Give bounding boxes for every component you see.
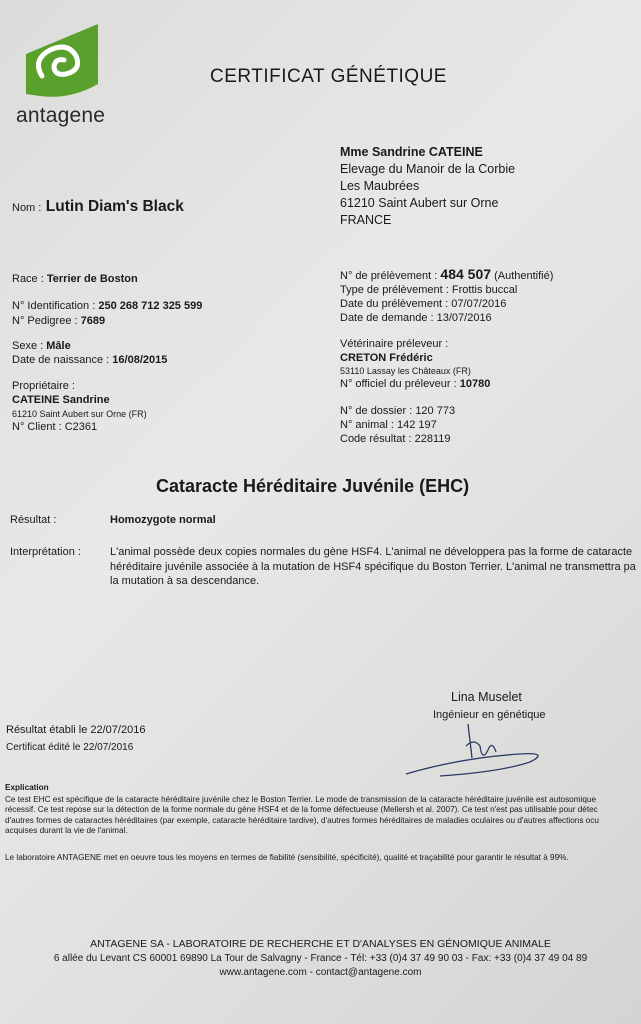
interpretation-line: la mutation à sa descendance. bbox=[110, 575, 260, 587]
race-value: Terrier de Boston bbox=[46, 273, 138, 285]
sample-number-row bbox=[340, 266, 553, 282]
sex-row bbox=[12, 340, 71, 352]
client-label: N° Client : bbox=[12, 421, 62, 433]
vet-city: 53110 Lassay les Châteaux (FR) bbox=[340, 366, 471, 376]
dossier-number: N° de dossier : 120 773 bbox=[340, 405, 456, 417]
vet-name: CRETON Frédéric bbox=[340, 352, 433, 364]
owner-city: 61210 Saint Aubert sur Orne (FR) bbox=[12, 409, 147, 419]
antagene-wordmark: antagene bbox=[16, 104, 106, 127]
sample-number-value: 484 507 bbox=[440, 266, 492, 282]
explication-line: acquises durant la vie de l'animal. bbox=[5, 826, 128, 836]
addressee-country: FRANCE bbox=[340, 213, 392, 227]
explication-title: Explication bbox=[5, 783, 49, 792]
addressee-name: Mme Sandrine CATEINE bbox=[340, 145, 483, 159]
pedigree-label: N° Pedigree : bbox=[12, 315, 78, 327]
birth-value: 16/08/2015 bbox=[112, 354, 168, 366]
footer-address: 6 allée du Levant CS 60001 69890 La Tour de Salvagny - France - Tél: +33 (0)4 37 49 90 03 - Fax: +33 (0)4 37 49 04 89 bbox=[53, 953, 588, 964]
identification-value: 250 268 712 325 599 bbox=[98, 300, 203, 312]
identification-row bbox=[12, 300, 202, 312]
sample-number-note: (Authentifié) bbox=[494, 270, 554, 282]
owner-label: Propriétaire : bbox=[12, 380, 75, 392]
identification-label: N° Identification : bbox=[12, 300, 96, 312]
vet-official-row bbox=[340, 378, 490, 390]
certificate-edited-date: Certificat édité le 22/07/2016 bbox=[6, 742, 134, 753]
dog-name-label: Nom : bbox=[12, 202, 42, 214]
client-value: C2361 bbox=[64, 421, 98, 433]
birth-row bbox=[12, 354, 167, 366]
handwritten-signature-icon bbox=[400, 718, 580, 788]
vet-official-label: N° officiel du préleveur : bbox=[340, 378, 457, 390]
antagene-logo-mark-icon bbox=[20, 24, 100, 100]
pedigree-value: 7689 bbox=[80, 315, 106, 327]
interpretation-label: Interprétation : bbox=[10, 546, 81, 558]
result-label: Résultat : bbox=[10, 514, 57, 526]
vet-official-value: 10780 bbox=[459, 378, 491, 390]
pedigree-row bbox=[12, 315, 105, 327]
animal-number: N° animal : 142 197 bbox=[340, 419, 437, 431]
dog-name: Lutin Diam's Black bbox=[45, 198, 184, 215]
addressee-line3: 61210 Saint Aubert sur Orne bbox=[340, 196, 499, 210]
explication-line: d'autres formes de cataractes héréditaires (par exemple, cataracte héréditaire tardive), d'autres formes héréditaires de maladies oculaires ou d'autres affections ocu bbox=[5, 815, 599, 825]
footer-company: ANTAGENE SA - LABORATOIRE DE RECHERCHE ET D'ANALYSES EN GÉNOMIQUE ANIMALE bbox=[90, 938, 551, 950]
sex-label: Sexe : bbox=[12, 340, 44, 352]
addressee-line2: Les Maubrées bbox=[340, 179, 420, 193]
explication-line: récessif. Ce test repose sur la détection de la forme normale du gène HSF4 et de la forme défectueuse (Mellersh et al. 2007). Ce test n'est pas utilisable pour détec bbox=[5, 805, 598, 815]
race-label: Race : bbox=[12, 273, 44, 285]
owner-name: CATEINE Sandrine bbox=[12, 394, 110, 406]
page-title: CERTIFICAT GÉNÉTIQUE bbox=[210, 66, 447, 87]
antagene-logo bbox=[16, 24, 116, 134]
footer-contact: www.antagene.com - contact@antagene.com bbox=[219, 967, 422, 978]
sample-number-label: N° de prélèvement : bbox=[340, 270, 438, 282]
test-heading: Cataracte Héréditaire Juvénile (EHC) bbox=[156, 476, 470, 496]
sex-value: Mâle bbox=[46, 340, 71, 352]
request-date: Date de demande : 13/07/2016 bbox=[340, 312, 492, 324]
interpretation-line: héréditaire juvénile associée à la mutation de HSF4 spécifique du Boston Terrier. L'animal ne transmettra pa bbox=[110, 560, 636, 573]
vet-label: Vétérinaire préleveur : bbox=[340, 338, 449, 350]
reliability-statement: Le laboratoire ANTAGENE met en oeuvre tous les moyens en termes de fiabilité (sensibilité, spécificité), qualité et traçabilité pour garantir le résultat à 99%. bbox=[5, 853, 569, 862]
addressee-line1: Elevage du Manoir de la Corbie bbox=[340, 162, 516, 176]
sample-date: Date du prélèvement : 07/07/2016 bbox=[340, 298, 507, 310]
result-value: Homozygote normal bbox=[110, 514, 216, 526]
signatory-name: Lina Muselet bbox=[451, 690, 522, 704]
signatory-role: Ingénieur en génétique bbox=[433, 709, 546, 721]
explication-line: Ce test EHC est spécifique de la cataracte héréditaire juvénile chez le Boston Terrier. Le mode de transmission de la cataracte héréditaire juvénile est autosomique bbox=[5, 795, 597, 804]
race-row bbox=[12, 273, 138, 285]
result-established-date: Résultat établi le 22/07/2016 bbox=[6, 724, 146, 736]
client-row bbox=[12, 421, 97, 433]
dog-name-row bbox=[12, 198, 184, 216]
interpretation-line: L'animal possède deux copies normales du gène HSF4. L'animal ne développera pas la forme de cataracte bbox=[110, 546, 633, 558]
result-code: Code résultat : 228119 bbox=[340, 433, 451, 445]
birth-label: Date de naissance : bbox=[12, 354, 110, 366]
sample-type: Type de prélèvement : Frottis buccal bbox=[340, 284, 518, 296]
